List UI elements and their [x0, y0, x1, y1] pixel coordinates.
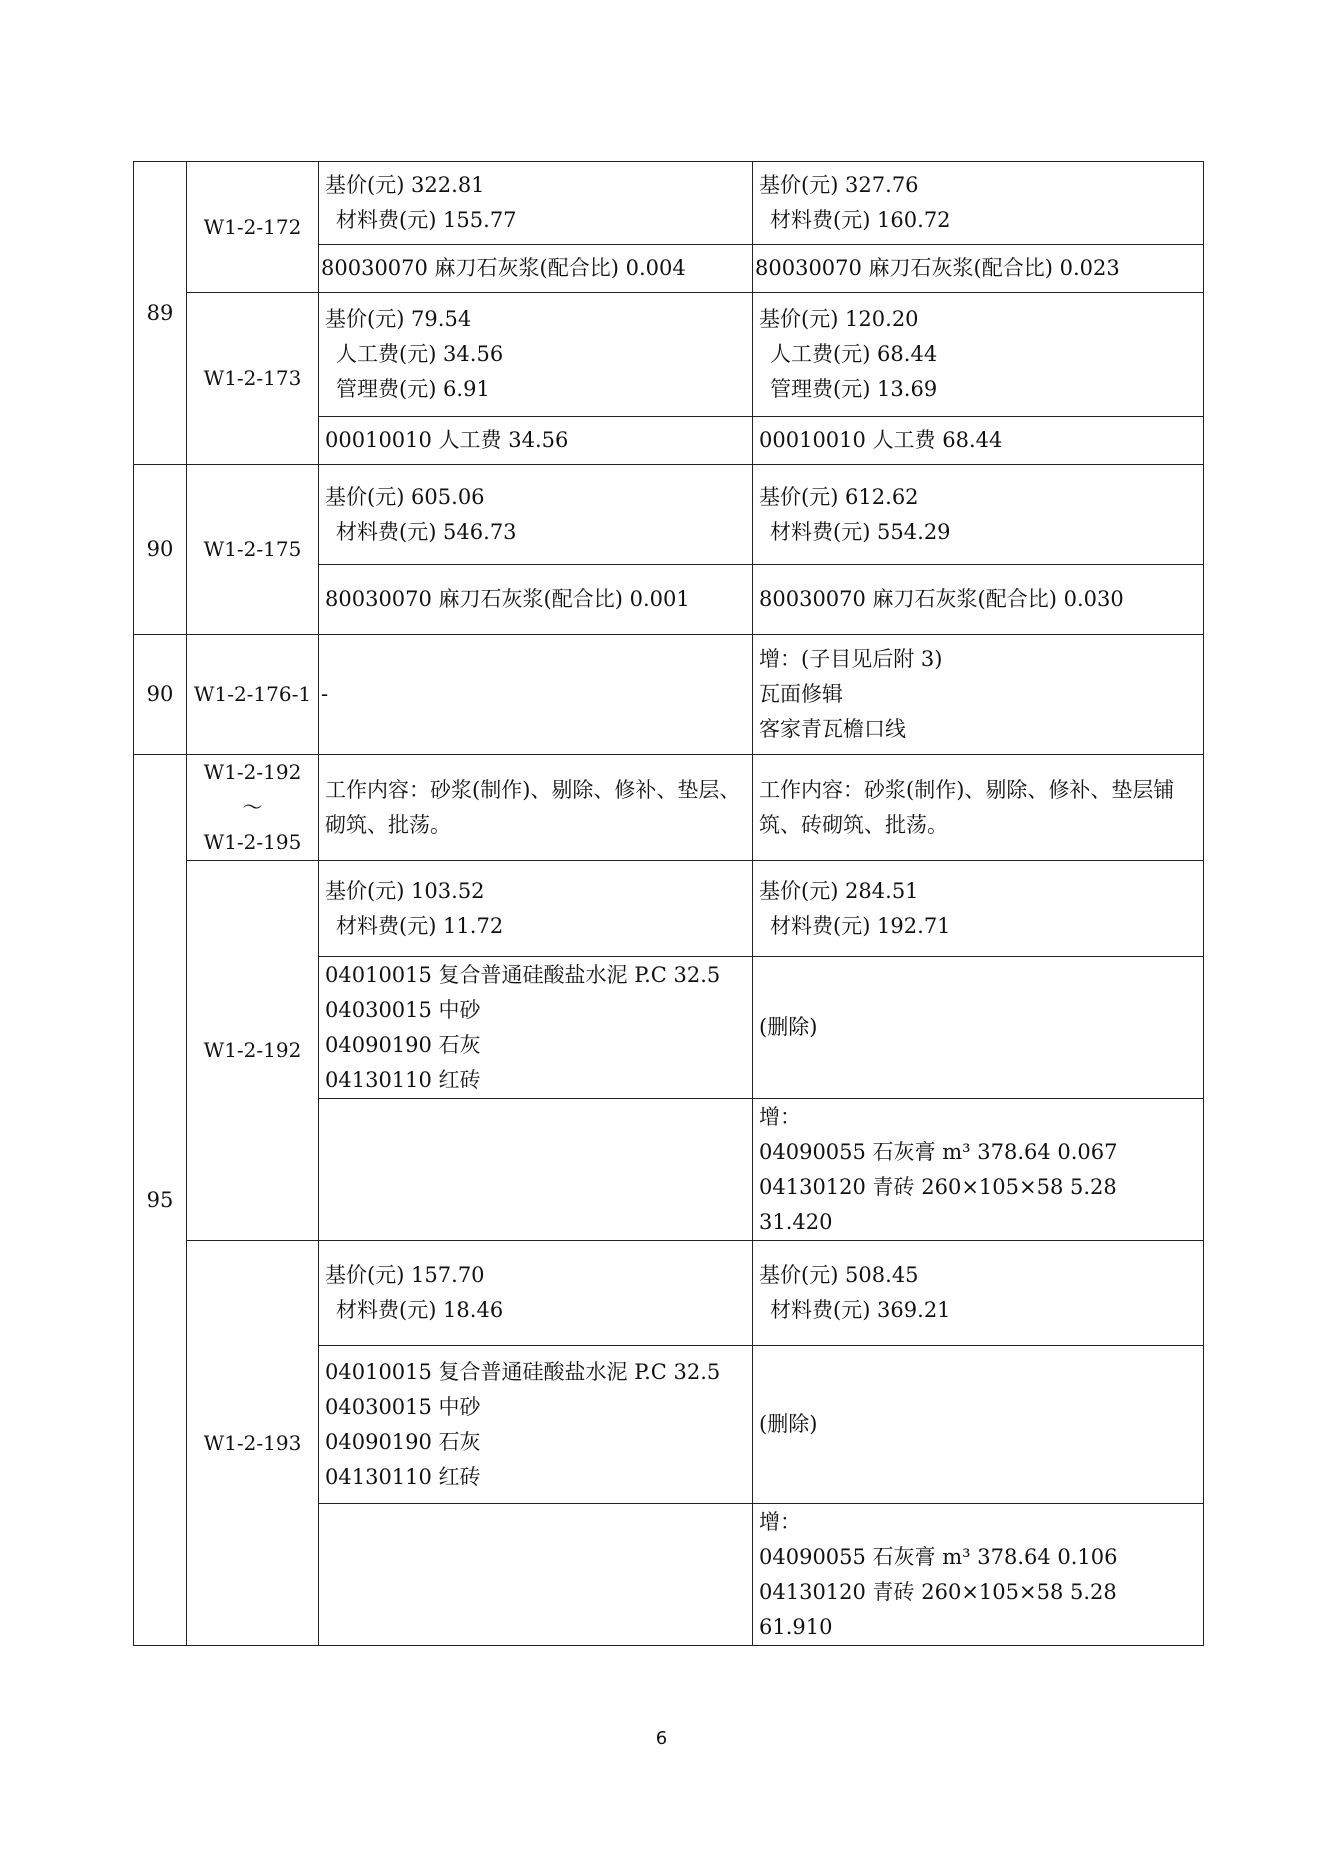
old-item-cell	[319, 1099, 753, 1241]
old-labor-fee: 人工费(元) 34.56	[336, 342, 504, 366]
deleted-item: 04010015 复合普通硅酸盐水泥 P.C 32.5	[325, 1359, 721, 1384]
new-base-price: 基价(元) 612.62	[759, 484, 919, 509]
seq-number: 89	[134, 162, 187, 465]
old-price-cell	[319, 465, 753, 565]
new-add-note: 增：(子目见后附 3)	[759, 647, 943, 671]
added-item: 31.420	[759, 1209, 833, 1234]
added-item: 04130120 青砖 260×105×58 5.28	[759, 1174, 1117, 1199]
new-price-cell	[753, 162, 1204, 245]
range-separator: ～	[242, 795, 263, 819]
deleted-item: 04090190 石灰	[325, 1032, 481, 1057]
new-add-item: 客家青瓦檐口线	[759, 717, 906, 741]
add-label: 增：	[759, 1104, 801, 1129]
old-base-price: 基价(元) 322.81	[325, 173, 485, 197]
table-row	[134, 162, 1204, 245]
old-price-cell	[319, 861, 753, 957]
range-from: W1-2-192	[203, 760, 302, 784]
new-work-content: 工作内容：砂浆(制作)、剔除、修补、垫层铺筑、砖砌筑、批荡。	[753, 755, 1204, 861]
deleted-item: 04030015 中砂	[325, 1394, 481, 1419]
deleted-item: 04030015 中砂	[325, 997, 481, 1022]
item-code: W1-2-176-1	[187, 635, 319, 755]
new-price-cell	[753, 293, 1204, 417]
item-code: W1-2-173	[187, 293, 319, 465]
old-item-cell: 80030070 麻刀石灰浆(配合比) 0.004	[319, 245, 753, 293]
new-base-price: 基价(元) 508.45	[759, 1263, 919, 1287]
added-item: 61.910	[759, 1614, 833, 1639]
old-base-price: 基价(元) 605.06	[325, 484, 485, 509]
table-row	[134, 755, 1204, 861]
new-material-fee: 材料费(元) 192.71	[770, 913, 951, 938]
added-item: 04090055 石灰膏 m³ 378.64 0.106	[759, 1544, 1118, 1569]
new-labor-fee: 人工费(元) 68.44	[770, 342, 938, 366]
new-item-cell: 80030070 麻刀石灰浆(配合比) 0.030	[753, 565, 1204, 635]
item-code: W1-2-192	[187, 861, 319, 1241]
added-item: 04130120 青砖 260×105×58 5.28	[759, 1579, 1117, 1604]
item-code-range	[187, 755, 319, 861]
deleted-item: 04130110 红砖	[325, 1464, 481, 1489]
new-material-fee: 材料费(元) 554.29	[770, 519, 951, 544]
table-row	[134, 465, 1204, 565]
new-item-cell: 80030070 麻刀石灰浆(配合比) 0.023	[753, 245, 1204, 293]
item-code: W1-2-193	[187, 1241, 319, 1646]
old-base-price: 基价(元) 157.70	[325, 1263, 485, 1287]
seq-number: 90	[134, 635, 187, 755]
old-material-fee: 材料费(元) 11.72	[336, 913, 504, 938]
table-row	[134, 293, 1204, 417]
deleted-item: 04130110 红砖	[325, 1067, 481, 1092]
table-row	[134, 1241, 1204, 1346]
old-item-cell	[319, 1346, 753, 1504]
table-row	[134, 861, 1204, 957]
delete-note: (删除)	[753, 1346, 1204, 1504]
old-base-price: 基价(元) 79.54	[325, 307, 472, 331]
old-item-cell: -	[319, 635, 753, 755]
table-row	[134, 635, 1204, 755]
new-base-price: 基价(元) 284.51	[759, 878, 919, 903]
old-material-fee: 材料费(元) 18.46	[336, 1298, 504, 1322]
new-add-item: 瓦面修辑	[759, 682, 843, 706]
new-item-cell	[753, 635, 1204, 755]
old-base-price: 基价(元) 103.52	[325, 878, 485, 903]
old-item-cell: 80030070 麻刀石灰浆(配合比) 0.001	[319, 565, 753, 635]
new-material-fee: 材料费(元) 160.72	[770, 208, 951, 232]
range-to: W1-2-195	[203, 830, 302, 854]
page-number: 6	[655, 1728, 668, 1749]
old-item-cell	[319, 957, 753, 1099]
seq-number: 90	[134, 465, 187, 635]
item-code: W1-2-175	[187, 465, 319, 635]
new-item-cell	[753, 1099, 1204, 1241]
revision-table	[133, 161, 1204, 1646]
added-item: 04090055 石灰膏 m³ 378.64 0.067	[759, 1139, 1118, 1164]
new-base-price: 基价(元) 120.20	[759, 307, 919, 331]
old-price-cell	[319, 293, 753, 417]
add-label: 增：	[759, 1509, 801, 1534]
old-item-cell	[319, 1504, 753, 1646]
delete-note: (删除)	[753, 957, 1204, 1099]
old-price-cell	[319, 1241, 753, 1346]
old-material-fee: 材料费(元) 546.73	[336, 519, 517, 544]
new-item-cell: 00010010 人工费 68.44	[753, 417, 1204, 465]
new-management-fee: 管理费(元) 13.69	[770, 377, 938, 401]
new-price-cell	[753, 1241, 1204, 1346]
new-price-cell	[753, 465, 1204, 565]
deleted-item: 04010015 复合普通硅酸盐水泥 P.C 32.5	[325, 962, 721, 987]
new-price-cell	[753, 861, 1204, 957]
old-management-fee: 管理费(元) 6.91	[336, 377, 490, 401]
deleted-item: 04090190 石灰	[325, 1429, 481, 1454]
item-code: W1-2-172	[187, 162, 319, 293]
new-material-fee: 材料费(元) 369.21	[770, 1298, 951, 1322]
new-item-cell	[753, 1504, 1204, 1646]
new-base-price: 基价(元) 327.76	[759, 173, 919, 197]
old-material-fee: 材料费(元) 155.77	[336, 208, 517, 232]
seq-number: 95	[134, 755, 187, 1646]
old-price-cell	[319, 162, 753, 245]
old-work-content: 工作内容：砂浆(制作)、剔除、修补、垫层、砌筑、批荡。	[319, 755, 753, 861]
old-item-cell: 00010010 人工费 34.56	[319, 417, 753, 465]
